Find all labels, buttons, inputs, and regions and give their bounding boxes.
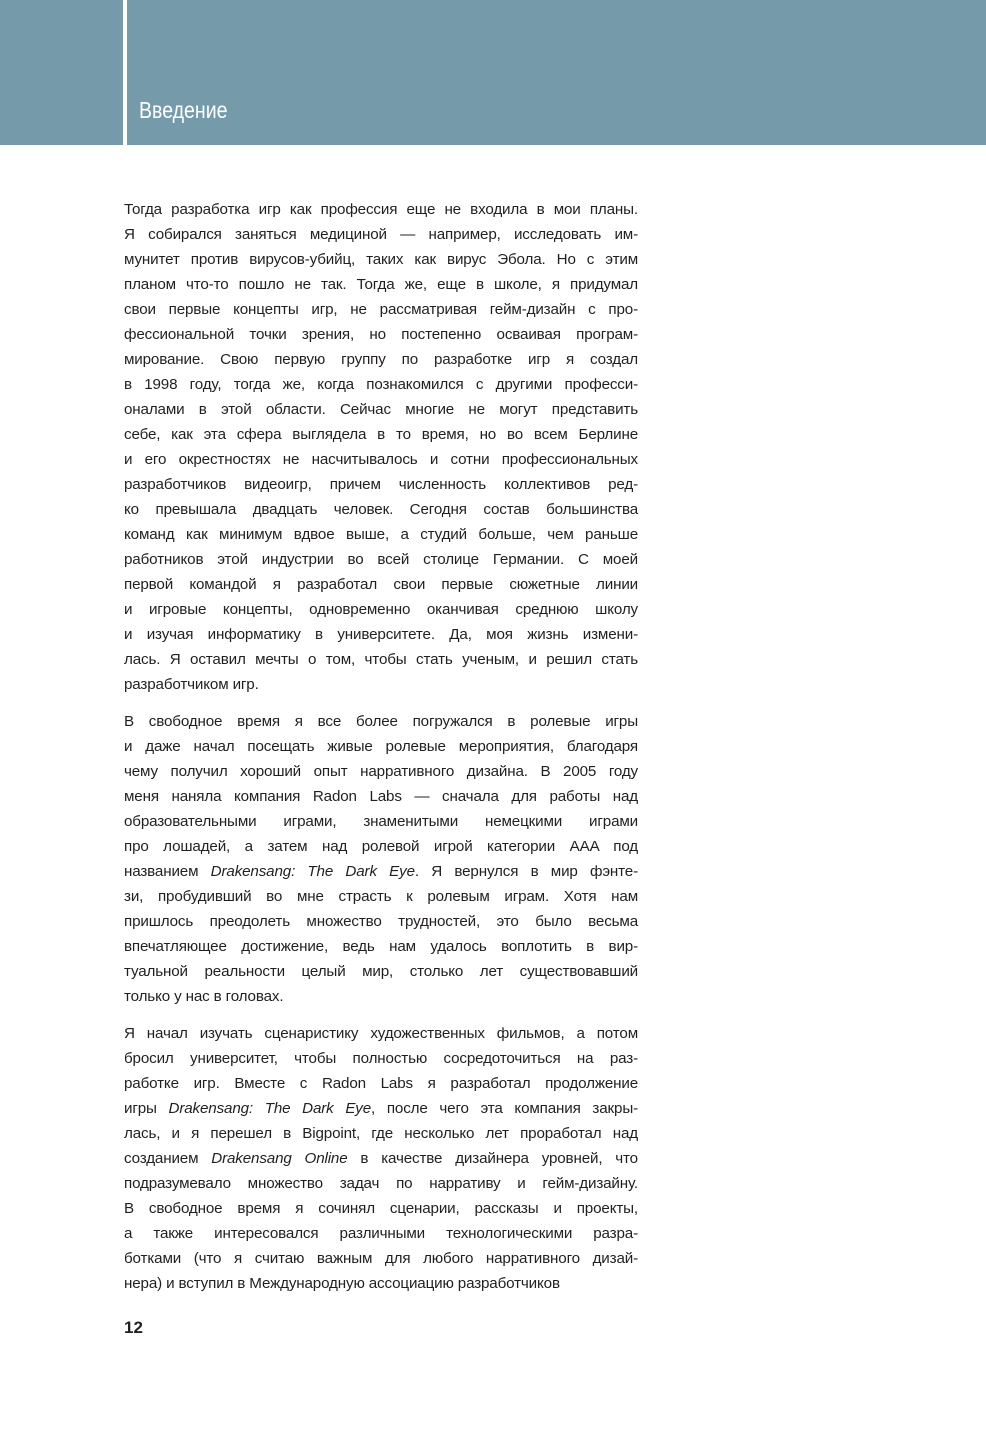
text-segment: в качестве дизайнера уровней, что [347,1150,638,1167]
text-segment: образовательными играми, знаменитыми немецкими играми [124,813,638,830]
page-number: 12 [124,1318,143,1337]
text-line [124,1196,638,1221]
text-line [124,984,638,1009]
text-line [124,784,638,809]
text-segment: и игровые концепты, одновременно оканчивая среднюю школу [124,601,638,618]
text-segment: работке игр. Вместе с Radon Labs я разработал продолжение [124,1075,638,1092]
text-segment: туальной реальности целый мир, столько лет существовавший [124,963,638,980]
text-segment: себе, как эта сфера выглядела в то время, но во всем Берлине [124,426,638,443]
text-segment: чему получил хороший опыт нарративного дизайна. В 2005 году [124,763,638,780]
text-segment: работников этой индустрии во всей столице Германии. С моей [124,551,638,568]
text-line [124,884,638,909]
text-line [124,1146,638,1171]
text-line [124,197,638,222]
text-segment: лась. Я оставил мечты о том, чтобы стать ученым, и решил стать [124,651,638,668]
text-line [124,1021,638,1046]
text-line [124,272,638,297]
text-line [124,759,638,784]
text-line [124,472,638,497]
text-line [124,447,638,472]
text-segment: меня наняла компания Radon Labs — сначала для работы над [124,788,638,805]
text-line [124,734,638,759]
text-line [124,372,638,397]
italic-title: Drakensang: The Dark Eye [210,863,415,880]
text-segment: мунитет против вирусов-убийц, таких как вирус Эбола. Но с этим [124,251,638,268]
text-line [124,959,638,984]
paragraph [124,709,638,1009]
text-segment: фессиональной точки зрения, но постепенно осваивая програм- [124,326,638,343]
text-segment: В свободное время я сочинял сценарии, рассказы и проекты, [124,1200,638,1217]
text-segment: разработчиком игр. [124,676,259,693]
text-line [124,647,638,672]
text-line [124,1171,638,1196]
text-line [124,322,638,347]
text-segment: пришлось преодолеть множество трудностей, это было весьма [124,913,638,930]
paragraph [124,197,638,697]
text-line [124,672,638,697]
text-line [124,1246,638,1271]
text-line [124,297,638,322]
text-line [124,1071,638,1096]
text-segment: в 1998 году, тогда же, когда познакомился с другими професси- [124,376,638,393]
text-segment: , после чего эта компания закры- [371,1100,638,1117]
text-line [124,497,638,522]
text-segment: свои первые концепты игр, не рассматривая гейм-дизайн с про- [124,301,638,318]
text-segment: лась, и я перешел в Bigpoint, где несколько лет проработал над [124,1125,638,1142]
text-line [124,222,638,247]
text-segment: Я собирался заняться медициной — например, исследовать им- [124,226,638,243]
text-segment: созданием [124,1150,212,1167]
text-segment: первой командой я разработал свои первые сюжетные линии [124,576,638,593]
text-segment: оналами в этой области. Сейчас многие не могут представить [124,401,638,418]
text-segment: Тогда разработка игр как профессия еще не входила в мои планы. [124,201,638,218]
text-segment: разработчиков видеоигр, причем численность коллективов ред- [124,476,638,493]
text-line [124,1271,638,1296]
text-segment: планом что-то пошло не так. Тогда же, еще в школе, я придумал [124,276,638,293]
text-line [124,397,638,422]
text-line [124,622,638,647]
text-segment: и даже начал посещать живые ролевые мероприятия, благодаря [124,738,638,755]
text-segment: нера) и вступил в Международную ассоциацию разработчиков [124,1275,560,1292]
text-line [124,422,638,447]
text-segment: и изучая информатику в университете. Да, моя жизнь измени- [124,626,638,643]
text-segment: про лошадей, а затем над ролевой игрой категории AAA под [124,838,638,855]
text-line [124,909,638,934]
text-line [124,247,638,272]
text-segment: . Я вернулся в мир фэнте- [414,863,639,880]
text-segment: только у нас в головах. [124,988,284,1005]
text-segment: а также интересовался различными технологическими разра- [124,1225,638,1242]
text-line [124,597,638,622]
header-band [127,0,986,145]
text-line [124,1096,638,1121]
text-segment: В свободное время я все более погружался в ролевые игры [124,713,638,730]
text-segment: впечатляющее достижение, ведь нам удалось воплотить в вир- [124,938,638,955]
paragraph [124,1021,638,1296]
text-line [124,572,638,597]
text-segment: и его окрестностях не насчитывалось и сотни профессиональных [124,451,638,468]
text-segment: Я начал изучать сценаристику художественных фильмов, а потом [124,1025,638,1042]
text-line [124,522,638,547]
text-line [124,709,638,734]
text-segment: ко превышала двадцать человек. Сегодня состав большинства [124,501,638,518]
text-segment: мирование. Свою первую группу по разработке игр я создал [124,351,638,368]
text-line [124,547,638,572]
italic-title: Drakensang Online [211,1150,348,1167]
text-line [124,1046,638,1071]
text-line [124,934,638,959]
text-line [124,347,638,372]
chapter-title: Введение [139,97,228,123]
text-segment: зи, пробудивший во мне страсть к ролевым играм. Хотя нам [124,888,638,905]
text-segment: команд как минимум вдвое выше, а студий больше, чем раньше [124,526,638,543]
text-line [124,809,638,834]
text-segment: названием [124,863,211,880]
text-line [124,1121,638,1146]
text-segment: бросил университет, чтобы полностью сосредоточиться на раз- [124,1050,638,1067]
text-line [124,1221,638,1246]
text-line [124,834,638,859]
text-segment: игры [124,1100,169,1117]
text-line [124,859,638,884]
text-segment: ботками (что я считаю важным для любого нарративного дизай- [124,1250,638,1267]
text-segment: подразумевало множество задач по нарративу и гейм-дизайну. [124,1175,638,1192]
body-text [124,197,638,1308]
italic-title: Drakensang: The Dark Eye [168,1100,372,1117]
header-band-left [0,0,123,145]
